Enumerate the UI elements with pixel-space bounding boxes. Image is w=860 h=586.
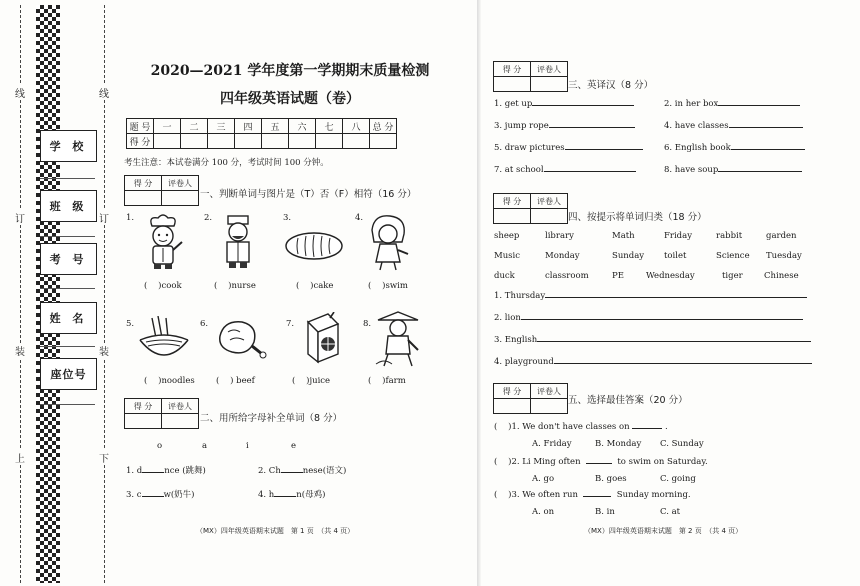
- grader-reviewer-label: 评卷人: [162, 176, 199, 191]
- s1-num-5: 5.: [126, 319, 135, 329]
- s5-q1-opt-a[interactable]: A. Friday: [532, 439, 572, 449]
- grader-reviewer-label: 评卷人: [162, 399, 199, 414]
- s2-item-2[interactable]: 2. Ch nese(语文): [258, 466, 347, 476]
- s4-item-1[interactable]: 1. Thursday: [494, 291, 807, 301]
- s4-item-4[interactable]: 4. playground: [494, 357, 812, 367]
- s2-item-3[interactable]: 3. c w(奶牛): [126, 490, 195, 500]
- score-head-total: 总 分: [370, 119, 397, 134]
- bread-picture: [284, 230, 344, 262]
- grader-score-cell[interactable]: [494, 209, 531, 224]
- s5-q2-opt-c[interactable]: C. going: [660, 474, 696, 484]
- word-wednesday: Wednesday: [646, 271, 695, 281]
- score-head-7: 七: [316, 119, 343, 134]
- score-head-1: 一: [154, 119, 181, 134]
- score-cell[interactable]: [370, 134, 397, 149]
- s1-num-7: 7.: [286, 319, 295, 329]
- s1-num-4: 4.: [355, 213, 364, 223]
- word-tuesday: Tuesday: [766, 251, 802, 261]
- side-char-shang: 上: [13, 450, 27, 465]
- grader-score-label: 得 分: [494, 384, 531, 399]
- grader-score-label: 得 分: [494, 194, 531, 209]
- word-library: library: [545, 231, 574, 241]
- side-char-zhuang-2: 装: [97, 343, 111, 358]
- word-monday: Monday: [545, 251, 580, 261]
- school-label: 学 校: [40, 130, 97, 162]
- s1-answer-3[interactable]: ( )cake: [296, 281, 334, 291]
- chef-picture: [140, 212, 186, 270]
- s3-item-4[interactable]: 4. have classes: [664, 121, 803, 131]
- grader-reviewer-label: 评卷人: [531, 62, 568, 77]
- s2-item-1[interactable]: 1. d nce (跳舞): [126, 466, 206, 476]
- s5-q2-opt-b[interactable]: B. goes: [595, 474, 627, 484]
- s5-q3-opt-a[interactable]: A. on: [532, 507, 555, 517]
- s1-num-3: 3.: [283, 213, 292, 223]
- s5-q2-opt-a[interactable]: A. go: [532, 474, 555, 484]
- noodles-picture: [136, 316, 192, 366]
- grader-score-label: 得 分: [494, 62, 531, 77]
- letter-i: i: [246, 441, 249, 451]
- grader-box-1: [124, 175, 199, 206]
- word-pe: PE: [612, 271, 624, 281]
- page-fold: [477, 0, 481, 586]
- s1-num-6: 6.: [200, 319, 209, 329]
- word-math: Math: [612, 231, 635, 241]
- grader-score-cell[interactable]: [125, 191, 162, 206]
- seat-label: 座位号: [40, 358, 97, 390]
- footer-page-2: （MX）四年级英语期末试题 第 2 页 （共 4 页）: [584, 527, 743, 535]
- grader-score-cell[interactable]: [494, 77, 531, 92]
- girl-hair-picture: [362, 212, 412, 272]
- score-table: [126, 118, 397, 149]
- score-cell[interactable]: [316, 134, 343, 149]
- score-cell[interactable]: [289, 134, 316, 149]
- s3-item-6[interactable]: 6. English book: [664, 143, 805, 153]
- word-toilet: toilet: [664, 251, 687, 261]
- section-1-title: 一、判断单词与图片是（T）否（F）相符（16 分）: [200, 189, 417, 200]
- s1-answer-8[interactable]: ( )farm: [368, 376, 406, 386]
- doctor-picture: [218, 212, 258, 270]
- juice-box-picture: [298, 312, 344, 364]
- chicken-leg-picture: [214, 316, 268, 360]
- score-head-8: 八: [343, 119, 370, 134]
- s5-q1-opt-c[interactable]: C. Sunday: [660, 439, 704, 449]
- word-science: Science: [716, 251, 750, 261]
- score-head-label: 题 号: [127, 119, 154, 134]
- name-field[interactable]: [40, 346, 95, 347]
- s3-item-2[interactable]: 2. in her box: [664, 99, 800, 109]
- exam-number-field[interactable]: [40, 288, 95, 289]
- grader-score-cell[interactable]: [125, 414, 162, 429]
- s5-question-3[interactable]: ( )3. We often run Sunday morning.: [494, 490, 691, 500]
- binding-sidebar: [0, 0, 120, 586]
- grader-reviewer-cell[interactable]: [162, 414, 199, 429]
- grader-box-2: [124, 398, 199, 429]
- section-2-title: 二、用所给字母补全单词（8 分）: [200, 413, 343, 424]
- score-cell[interactable]: [235, 134, 262, 149]
- grader-reviewer-label: 评卷人: [531, 384, 568, 399]
- side-char-xia: 下: [97, 450, 111, 465]
- section-4-title: 四、按提示将单词归类（18 分）: [568, 212, 707, 223]
- s5-q1-opt-b[interactable]: B. Monday: [595, 439, 642, 449]
- grader-score-label: 得 分: [125, 176, 162, 191]
- side-char-xian: 线: [13, 85, 27, 100]
- letter-o: o: [157, 441, 163, 451]
- s3-item-1[interactable]: 1. get up: [494, 99, 634, 109]
- s1-answer-2[interactable]: ( )nurse: [214, 281, 256, 291]
- name-label: 姓 名: [40, 302, 97, 334]
- school-field[interactable]: [40, 178, 95, 179]
- grader-score-label: 得 分: [125, 399, 162, 414]
- grader-box-3: [493, 61, 568, 92]
- s1-answer-7[interactable]: ( )juice: [292, 376, 331, 386]
- score-head-3: 三: [208, 119, 235, 134]
- s5-q3-opt-b[interactable]: B. in: [595, 507, 615, 517]
- exam-number-label: 考 号: [40, 243, 97, 275]
- grader-box-4: [493, 193, 568, 224]
- letter-e: e: [291, 441, 297, 451]
- word-music: Music: [494, 251, 521, 261]
- score-cell[interactable]: [343, 134, 370, 149]
- s2-item-4[interactable]: 4. h n(母鸡): [258, 490, 326, 500]
- s1-num-2: 2.: [204, 213, 213, 223]
- s1-num-8: 8.: [363, 319, 372, 329]
- side-char-zhuang: 装: [13, 343, 27, 358]
- s1-answer-5[interactable]: ( )noodles: [144, 376, 195, 386]
- side-char-ding-2: 订: [97, 210, 111, 225]
- word-garden: garden: [766, 231, 797, 241]
- checker-border: [36, 5, 60, 583]
- side-char-ding: 订: [13, 210, 27, 225]
- grader-reviewer-cell[interactable]: [531, 399, 568, 414]
- score-cell[interactable]: [154, 134, 181, 149]
- s1-answer-4[interactable]: ( )swim: [368, 281, 408, 291]
- word-sunday: Sunday: [612, 251, 645, 261]
- word-chinese: Chinese: [764, 271, 799, 281]
- s1-answer-6[interactable]: ( ) beef: [216, 376, 255, 386]
- section-3-title: 三、英译汉（8 分）: [568, 80, 654, 91]
- s3-item-7[interactable]: 7. at school: [494, 165, 636, 175]
- grader-score-cell[interactable]: [494, 399, 531, 414]
- s1-num-1: 1.: [126, 213, 135, 223]
- exam-subtitle: 四年级英语试题（卷）: [220, 91, 360, 107]
- letter-a: a: [202, 441, 208, 451]
- s4-item-3[interactable]: 3. English: [494, 335, 811, 345]
- score-cell[interactable]: [262, 134, 289, 149]
- farmer-picture: [374, 310, 422, 368]
- word-friday: Friday: [664, 231, 692, 241]
- s5-q3-opt-c[interactable]: C. at: [660, 507, 681, 517]
- score-cell[interactable]: [208, 134, 235, 149]
- s1-answer-1[interactable]: ( )cook: [144, 281, 182, 291]
- class-label: 班 级: [40, 190, 97, 222]
- score-row-label: 得 分: [127, 134, 154, 149]
- grader-box-5: [493, 383, 568, 414]
- grader-reviewer-cell[interactable]: [162, 191, 199, 206]
- s4-item-2[interactable]: 2. lion: [494, 313, 803, 323]
- word-sheep: sheep: [494, 231, 520, 241]
- word-tiger: tiger: [722, 271, 743, 281]
- seat-field[interactable]: [40, 404, 95, 405]
- grader-reviewer-cell[interactable]: [531, 209, 568, 224]
- word-duck: duck: [494, 271, 515, 281]
- score-head-6: 六: [289, 119, 316, 134]
- exam-notice: 考生注意：本试卷满分 100 分，考试时间 100 分钟。: [124, 158, 329, 168]
- s5-question-1[interactable]: ( )1. We don't have classes on .: [494, 422, 668, 432]
- section-5-title: 五、选择最佳答案（20 分）: [568, 395, 688, 406]
- side-char-xian-2: 线: [97, 85, 111, 100]
- word-rabbit: rabbit: [716, 231, 743, 241]
- s3-item-8[interactable]: 8. have soup: [664, 165, 802, 175]
- footer-page-1: （MX）四年级英语期末试题 第 1 页 （共 4 页）: [196, 527, 355, 535]
- grader-reviewer-label: 评卷人: [531, 194, 568, 209]
- grader-reviewer-cell[interactable]: [531, 77, 568, 92]
- score-cell[interactable]: [181, 134, 208, 149]
- word-classroom: classroom: [545, 271, 589, 281]
- score-head-2: 二: [181, 119, 208, 134]
- class-field[interactable]: [40, 236, 95, 237]
- s3-item-3[interactable]: 3. jump rope: [494, 121, 635, 131]
- exam-title: 2020—2021 学年度第一学期期末质量检测: [150, 63, 430, 79]
- s3-item-5[interactable]: 5. draw pictures: [494, 143, 643, 153]
- score-head-4: 四: [235, 119, 262, 134]
- score-head-5: 五: [262, 119, 289, 134]
- s5-question-2[interactable]: ( )2. Li Ming often to swim on Saturday.: [494, 457, 708, 467]
